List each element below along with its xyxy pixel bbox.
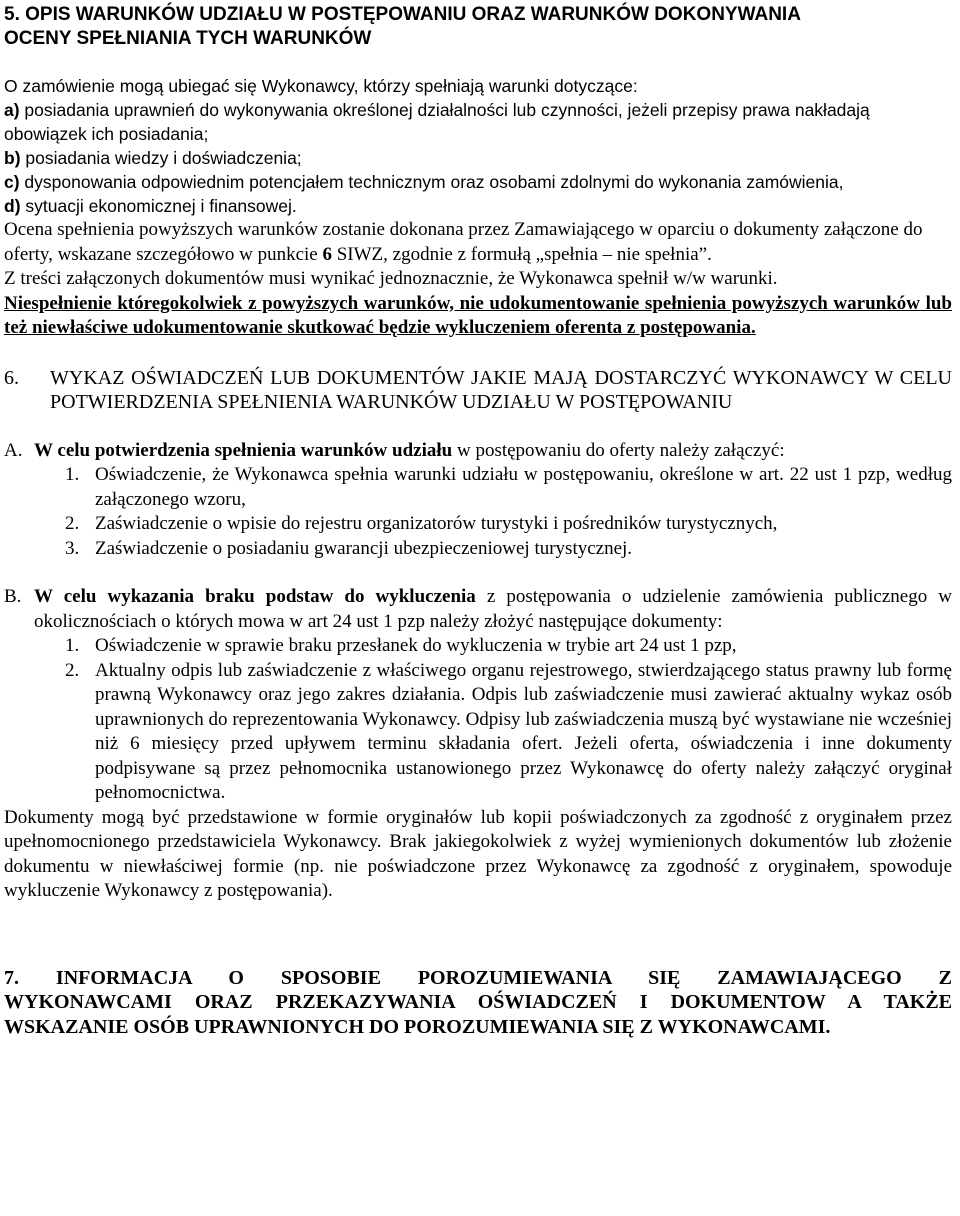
- part-b: [4, 585, 952, 634]
- part-b-lead-bold: W celu wykazania braku podstaw do wykluczenia: [34, 586, 476, 607]
- list-item-text: Oświadczenie, że Wykonawca spełnia warunki udziału w postępowaniu, określone w art. 22 ust 1 pzp, według załączonego wzoru,: [95, 464, 952, 510]
- list-item-text: Zaświadczenie o wpisie do rejestru organizatorów turystyki i pośredników turystycznych,: [95, 513, 778, 534]
- list-item-number: 2.: [65, 513, 80, 534]
- list-item-number: 1.: [65, 635, 80, 656]
- condition-b-text: posiadania wiedzy i doświadczenia;: [20, 148, 302, 168]
- part-b-list: [4, 634, 952, 806]
- section-7-line1: 7. INFORMACJA O SPOSOBIE POROZUMIEWANIA SIĘ ZAMAWIAJĄCEGO Z: [4, 966, 952, 989]
- assessment-point-ref: 6: [322, 243, 332, 265]
- list-item-number: 3.: [65, 537, 80, 559]
- part-a-lead-bold: W celu potwierdzenia spełnienia warunków udziału: [34, 439, 453, 461]
- part-b-lead: [34, 585, 952, 634]
- spacer: [4, 415, 952, 439]
- spacer: [4, 341, 952, 366]
- spacer: [4, 561, 952, 585]
- condition-b: [4, 146, 952, 170]
- part-a-lead: [34, 439, 952, 464]
- condition-c: [4, 170, 952, 194]
- list-item-number: 2.: [65, 659, 80, 681]
- list-item-text: Zaświadczenie o posiadaniu gwarancji ubezpieczeniowej turystycznej.: [95, 537, 633, 559]
- section-6-body: [4, 439, 952, 904]
- section-5-intro: O zamówienie mogą ubiegać się Wykonawcy, którzy spełniają warunki dotyczące:: [4, 76, 638, 96]
- list-item-text: Oświadczenie w sprawie braku przesłanek do wykluczenia w trybie art 24 ust 1 pzp,: [95, 635, 737, 656]
- section-5-assessment: [4, 218, 952, 341]
- section-5-title-line1: 5. OPIS WARUNKÓW UDZIAŁU W POSTĘPOWANIU ORAZ WARUNKÓW DOKONYWANIA: [4, 4, 801, 25]
- section-5-title-line2: OCENY SPEŁNIANIA TYCH WARUNKÓW: [4, 28, 372, 49]
- list-item: [65, 463, 952, 512]
- part-a: [4, 439, 952, 464]
- spacer: [4, 51, 952, 74]
- list-item-number: 1.: [65, 464, 80, 485]
- part-b-label: B.: [4, 586, 22, 607]
- condition-d-label: d): [4, 196, 21, 216]
- section-6-title: [4, 366, 952, 415]
- assessment-text-1: Ocena spełnienia powyższych warunków zostanie dokonana przez Zamawiającego w oparciu o dokumenty załączone do oferty, wskazane szczegółowo w punkcie: [4, 219, 923, 265]
- list-item: [65, 634, 952, 659]
- condition-b-label: b): [4, 148, 21, 168]
- assessment-paragraph: [4, 218, 952, 267]
- condition-c-text: dysponowania odpowiednim potencjałem technicznym oraz osobami zdolnymi do wykonania zamówienia,: [19, 172, 844, 192]
- condition-d: [4, 194, 952, 218]
- section-5: [4, 3, 952, 218]
- condition-a: [4, 98, 952, 146]
- exclusion-warning: Niespełnienie któregokolwiek z powyższych warunków, nie udokumentowanie spełnienia powyższych warunków lub też niewłaściwe udokumentowanie skutkować będzie wykluczeniem oferenta z postępowania.: [4, 292, 952, 338]
- condition-a-text: posiadania uprawnień do wykonywania określonej działalności lub czynności, jeżeli przepisy prawa nakładają obowiązek ich posiadania;: [4, 100, 870, 144]
- section-6-number: 6.: [4, 366, 19, 389]
- section-7-title: [4, 966, 952, 1040]
- documents-form-paragraph: Dokumenty mogą być przedstawione w formie oryginałów lub kopii poświadczonych za zgodność z oryginałem przez upełnomocnionego przedstawiciela Wykonawcy. Brak jakiegokolwiek z wyżej wymienionych dokumentów lub złożenie dokumentu w niewłaściwej formie (np. nie poświadczone przez Wykonawcę za zgodność z oryginałem, spowoduje wykluczenie Wykonawcy z postępowania).: [4, 806, 952, 901]
- condition-a-label: a): [4, 100, 20, 120]
- part-b-body: [34, 585, 952, 634]
- part-a-list: [4, 463, 952, 561]
- spacer: [4, 904, 952, 966]
- condition-c-label: c): [4, 172, 20, 192]
- list-item-text: Aktualny odpis lub zaświadczenie z właściwego organu rejestrowego, stwierdzającego status prawny lub formę prawną Wykonawcy oraz jego zakres działania. Odpis lub zaświadczenie musi zawierać aktualny wykaz osób uprawnionych do reprezentowania Wykonawcy. Odpisy lub zaświadczenia muszą być wystawiane nie wcześniej niż 6 miesięcy przed upływem terminu składania ofert. Jeżeli oferta, oświadczenia i inne dokumenty podpisywane są przez pełnomocnika ustanowionego przez Wykonawcę do oferty należy załączyć oryginał pełnomocnictwa.: [95, 659, 952, 803]
- section-6-heading: WYKAZ OŚWIADCZEŃ LUB DOKUMENTÓW JAKIE MAJĄ DOSTARCZYĆ WYKONAWCY W CELU POTWIERDZENIA SPEŁNIENIA WARUNKÓW UDZIAŁU W POSTĘPOWANIU: [50, 366, 952, 413]
- list-item: [65, 512, 952, 537]
- condition-d-text: sytuacji ekonomicznej i finansowej.: [20, 196, 297, 216]
- part-a-label: A.: [4, 439, 23, 461]
- part-b-lead-rest: z postępowania o udzielenie zamówienia publicznego w okolicznościach o których mowa w art 24 ust 1 pzp należy złożyć następujące dokumenty:: [34, 586, 952, 632]
- assessment-text-2: SIWZ, zgodnie z formułą „spełnia – nie spełnia”.: [331, 243, 712, 265]
- section-7-line3: WSKAZANIE OSÓB UPRAWNIONYCH DO POROZUMIEWANIA SIĘ Z WYKONAWCAMI.: [4, 1015, 831, 1038]
- part-a-body: [34, 439, 952, 464]
- list-item: [65, 537, 952, 562]
- list-item: [65, 659, 952, 806]
- documents-note: Z treści załączonych dokumentów musi wynikać jednoznacznie, że Wykonawca spełnił w/w warunki.: [4, 268, 778, 289]
- part-a-lead-rest: w postępowaniu do oferty należy załączyć:: [452, 439, 785, 461]
- section-7-line2: WYKONAWCAMI ORAZ PRZEKAZYWANIA OŚWIADCZEŃ I DOKUMENTOW A TAKŻE: [4, 991, 952, 1013]
